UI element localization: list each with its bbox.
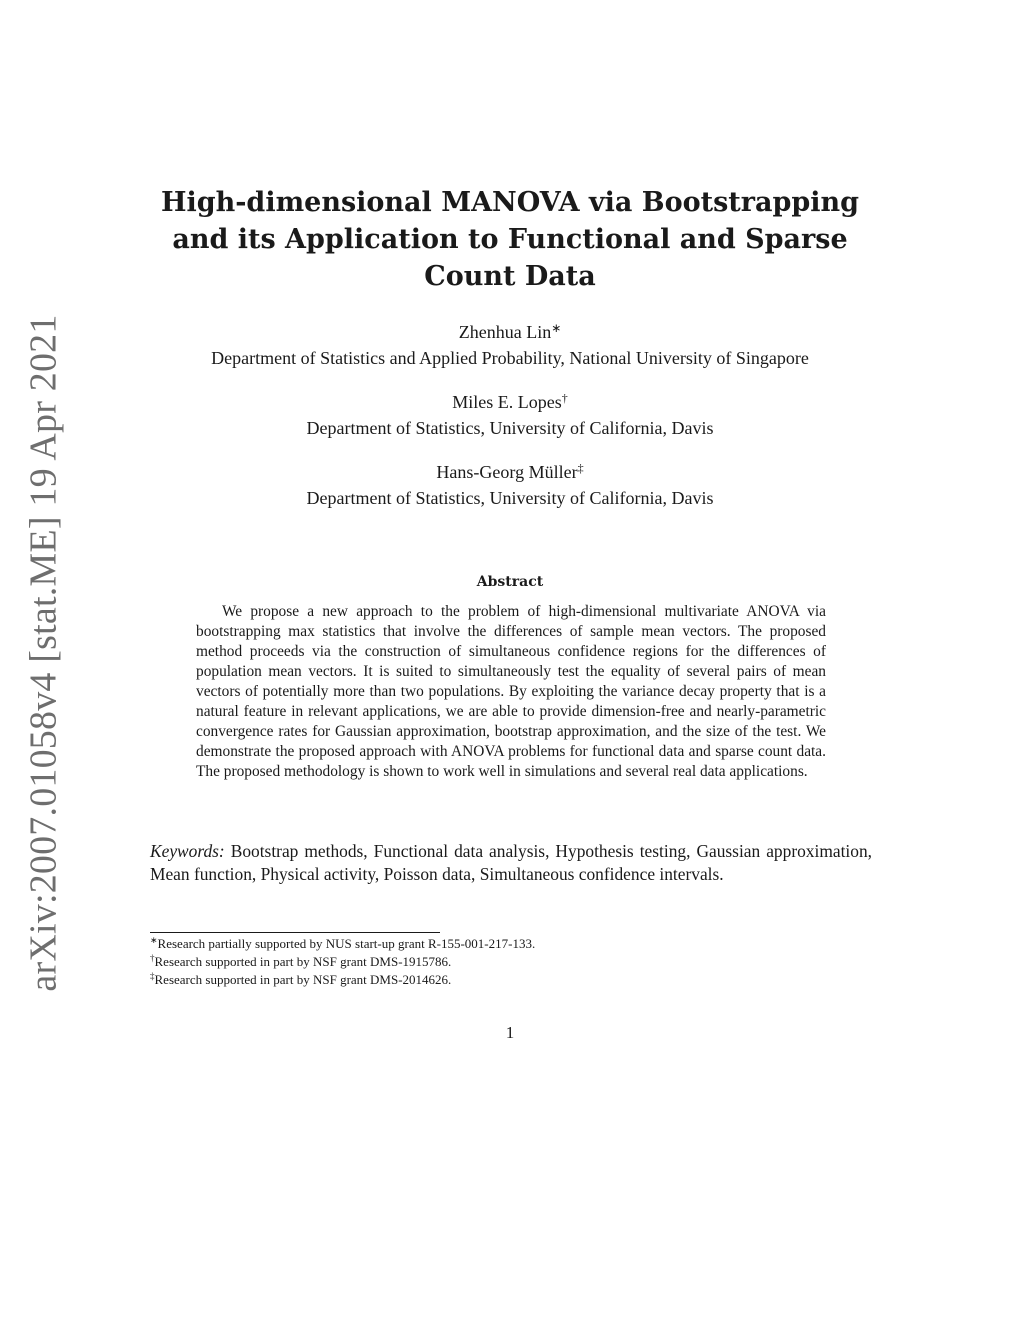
footnote-mark: ∗ [150, 935, 158, 945]
footnote: ‡Research supported in part by NSF grant DMS-2014626. [150, 971, 452, 987]
arxiv-stamp [23, 313, 65, 992]
keywords-text: Bootstrap methods, Functional data analysis, Hypothesis testing, Gaussian approximation, Mean function, Physical activity, Poisson data, Simultaneous confidence intervals. [150, 841, 872, 884]
keywords-label: Keywords: [150, 841, 225, 861]
footnotes [150, 935, 870, 989]
paper-title [160, 184, 860, 295]
footnote-rule [150, 932, 440, 933]
author-name: Zhenhua Lin∗ [458, 321, 562, 342]
author-affiliation: Department of Statistics, University of California, Davis [306, 418, 714, 438]
keywords [150, 840, 872, 886]
title-line: High-dimensional MANOVA via Bootstrapping [160, 187, 860, 218]
author-affiliation: Department of Statistics and Applied Probability, National University of Singapore [211, 348, 809, 368]
author-footnote-mark: ∗ [551, 321, 562, 335]
author-block-lopes [140, 389, 880, 441]
author-footnote-mark: † [561, 391, 568, 405]
title-line: and its Application to Functional and Sparse [172, 224, 848, 255]
author-name: Hans-Georg Müller‡ [436, 461, 584, 482]
footnote-mark: ‡ [150, 971, 155, 981]
page-number: 1 [505, 1023, 515, 1042]
author-block-muller [140, 459, 880, 511]
author-footnote-mark: ‡ [577, 461, 584, 475]
author-affiliation: Department of Statistics, University of California, Davis [306, 488, 714, 508]
author-name: Miles E. Lopes† [452, 391, 568, 412]
arxiv-id: arXiv:2007.01058v4 [stat.ME] 19 Apr 2021 [23, 313, 65, 992]
footnote: †Research supported in part by NSF grant DMS-1915786. [150, 953, 452, 969]
footnote-mark: † [150, 953, 155, 963]
footnote: ∗Research partially supported by NUS start-up grant R-155-001-217-133. [150, 935, 536, 951]
abstract-body: We propose a new approach to the problem of high-dimensional multivariate ANOVA via bootstrapping max statistics that involve the differences of sample mean vectors. The proposed method proceeds via the construction of simultaneous confidence regions for the differences of population mean vectors. It is suited to simultaneously test the equality of several pairs of mean vectors of potentially more than two populations. By exploiting the variance decay property that is a natural feature in relevant applications, we are able to provide dimension-free and nearly-parametric convergence rates for Gaussian approximation, bootstrap approximation, and the size of the test. We demonstrate the proposed approach with ANOVA problems for functional data and sparse count data. The proposed methodology is shown to work well in simulations and several real data applications. [196, 603, 826, 780]
author-block-lin [140, 319, 880, 371]
abstract-heading: Abstract [476, 574, 544, 590]
title-line: Count Data [424, 261, 596, 292]
